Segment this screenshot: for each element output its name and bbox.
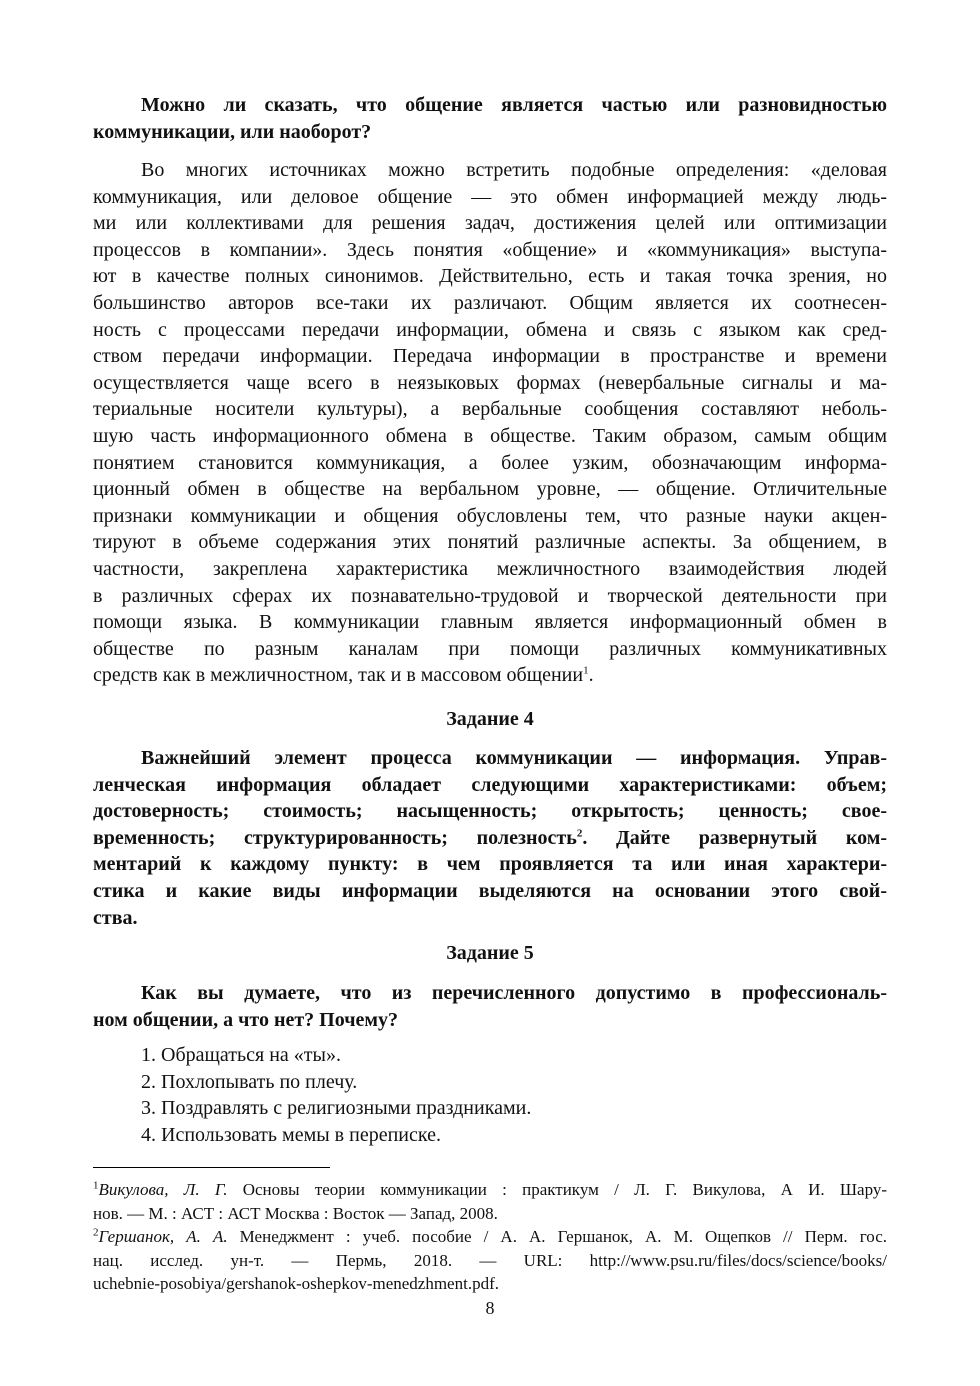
paragraph-line: ционный обмен в обществе на вербальном уровне, — общение. Отличительные: [93, 478, 887, 501]
task5-title: Задание 5: [446, 942, 534, 964]
footnote-text: Основы теории коммуникации : практикум / Л. Г. Викулова, А И. Шару-: [227, 1180, 887, 1199]
paragraph-line: признаки коммуникации и общения обусловлены тем, что разные науки акцен-: [93, 504, 887, 527]
task5-question: [93, 980, 887, 1033]
paragraph-line: большинство авторов все-таки их различают. Общим является их соотнесен-: [93, 291, 887, 314]
footnote-url[interactable]: uchebnie-posobiya/gershanok-oshepkov-menedzhment.pdf.: [93, 1274, 499, 1293]
footnote-url[interactable]: нац. исслед. ун-т. — Пермь, 2018. — URL: http://www.psu.ru/files/docs/science/books/: [93, 1250, 887, 1270]
task4-line: ленческая информация обладает следующими характеристиками: объем;: [93, 773, 887, 796]
paragraph-line: ют в качестве полных синонимов. Действительно, есть и такая точка зрения, но: [93, 265, 887, 288]
paragraph-line: [93, 662, 887, 689]
task5-line: ном общении, а что нет? Почему?: [93, 1008, 398, 1031]
paragraph-line-text: средств как в межличностном, так и в массовом общении: [93, 664, 584, 687]
footnote-number: 1: [93, 1179, 99, 1192]
footnote-author: Викулова, Л. Г.: [98, 1180, 228, 1199]
list-item: 2. Похлопывать по плечу.: [141, 1070, 358, 1093]
footnote-author: Гершанок, А. А.: [98, 1227, 228, 1246]
task4-line: достоверность; стоимость; насыщенность; открытость; ценность; свое-: [93, 800, 887, 823]
task4-title: Задание 4: [446, 708, 534, 730]
task4-text: [93, 745, 887, 931]
footnote-number: 2: [93, 1226, 99, 1239]
body-paragraph: [93, 157, 887, 689]
task4-line: стика и какие виды информации выделяются на основании этого свой-: [93, 879, 887, 902]
paragraph-line: осуществляется чаще всего в неязыковых формах (невербальные сигналы и ма-: [93, 371, 887, 394]
question-heading: [93, 92, 887, 145]
paragraph-line: в различных сферах их познавательно-трудовой и творческой деятельности при: [93, 584, 887, 607]
paragraph-line: шую часть информационного обмена в обществе. Таким образом, самым общим: [93, 424, 887, 447]
paragraph-line: помощи языка. В коммуникации главным является информационный обмен в: [93, 611, 887, 634]
paragraph-line: тируют в объеме содержания этих понятий различные аспекты. За общением, в: [93, 531, 887, 554]
heading-line: коммуникации, или наоборот?: [93, 120, 372, 143]
list-item: 1. Обращаться на «ты».: [141, 1044, 341, 1066]
paragraph-line: Во многих источниках можно встретить подобные определения: «деловая: [141, 159, 887, 181]
footnote-ref[interactable]: 2: [576, 827, 583, 840]
paragraph-line: процессов в компании». Здесь понятия «общение» и «коммуникация» выступа-: [93, 238, 887, 261]
task5-list: [93, 1042, 887, 1148]
paragraph-line: ством передачи информации. Передача информации в пространстве и времени: [93, 345, 887, 368]
paragraph-line: териальные носители культуры), а вербальные сообщения составляют неболь-: [93, 398, 887, 421]
list-item: 3. Поздравлять с религиозными праздниками.: [141, 1097, 532, 1120]
footnote-ref[interactable]: 1: [583, 664, 589, 677]
paragraph-line: коммуникация, или деловое общение — это обмен информацией между людь-: [93, 185, 887, 208]
task4-line: ментарий к каждому пункту: в чем проявляется та или иная характери-: [93, 853, 887, 876]
footnote-2: [93, 1225, 887, 1249]
task4-line: ства.: [93, 906, 138, 929]
task4-line-text: . Дайте развернутый ком-: [582, 826, 888, 849]
list-item: 4. Использовать мемы в переписке.: [141, 1123, 441, 1146]
paragraph-line: частности, закреплена характеристика межличностного взаимодействия людей: [93, 557, 887, 580]
paragraph-end: .: [588, 664, 594, 687]
paragraph-line: понятием становится коммуникация, а более узким, обозначающим информа-: [93, 451, 887, 474]
task4-line-text: временность; структурированность; полезность: [93, 826, 577, 849]
task4-line: [93, 825, 887, 852]
paragraph-line: обществе по разным каналам при помощи различных коммуникативных: [93, 637, 887, 660]
footnote-1: [93, 1178, 887, 1202]
footnote-divider: [93, 1167, 330, 1168]
paragraph-line: ми или коллективами для решения задач, достижения целей или оптимизации: [93, 212, 887, 235]
task4-line: Важнейший элемент процесса коммуникации — информация. Управ-: [141, 747, 887, 769]
heading-line: Можно ли сказать, что общение является частью или разновидностью: [141, 94, 887, 116]
paragraph-line: ность с процессами передачи информации, обмена и связь с языком как сред-: [93, 318, 887, 341]
footnote-text: нов. — М. : АСТ : АСТ Москва : Восток — Запад, 2008.: [93, 1203, 498, 1223]
task5-line: Как вы думаете, что из перечисленного допустимо в профессиональ-: [141, 982, 887, 1004]
footnote-text: Менеджмент : учеб. пособие / А. А. Гершанок, А. М. Ощепков // Перм. гос.: [227, 1227, 887, 1246]
page-number: 8: [485, 1298, 495, 1318]
footnotes: [93, 1178, 887, 1296]
